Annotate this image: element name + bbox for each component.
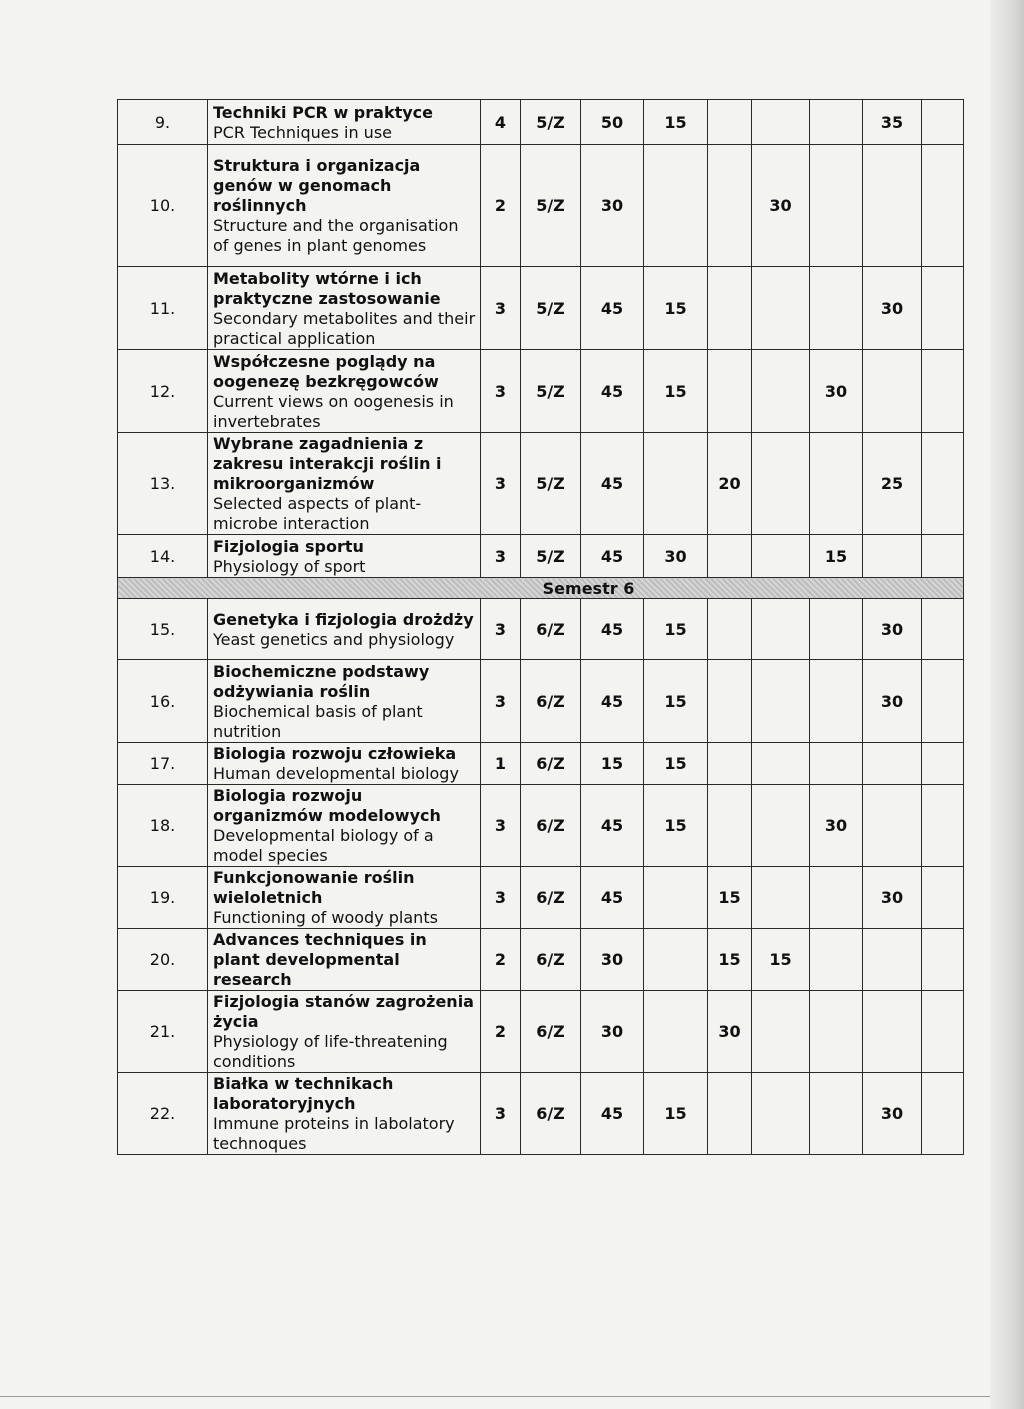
seminar-hours-cell (810, 267, 863, 350)
lab-hours-cell (752, 433, 810, 535)
lecture-hours-cell: 15 (644, 743, 708, 785)
semester-label: Semestr 6 (542, 578, 635, 598)
lab-hours-cell (752, 743, 810, 785)
row-number: 22. (118, 1073, 208, 1155)
lecture-hours-cell: 15 (644, 1073, 708, 1155)
course-name-english: Physiology of life-threatening conditions (213, 1032, 448, 1071)
hours-total-cell: 45 (581, 433, 644, 535)
hours-total-cell: 45 (581, 267, 644, 350)
hours-total-cell: 30 (581, 929, 644, 991)
semester-cell: 6/Z (521, 991, 581, 1073)
class-hours-cell (708, 145, 752, 267)
ects-cell: 3 (481, 267, 521, 350)
row-number: 21. (118, 991, 208, 1073)
ects-cell: 3 (481, 785, 521, 867)
table-row (118, 145, 964, 267)
semester-cell: 5/Z (521, 100, 581, 145)
project-hours-cell (863, 145, 922, 267)
hours-total-cell: 45 (581, 599, 644, 660)
course-name-cell (208, 100, 481, 145)
project-hours-cell: 30 (863, 867, 922, 929)
class-hours-cell (708, 743, 752, 785)
course-name-polish: Fizjologia stanów zagrożenia życia (213, 992, 474, 1031)
course-name-english: Secondary metabolites and their practical application (213, 308, 476, 348)
table-row (118, 100, 964, 145)
row-number: 9. (118, 100, 208, 145)
semester-cell: 5/Z (521, 145, 581, 267)
course-name-english: PCR Techniques in use (213, 122, 392, 142)
other-hours-cell (922, 867, 964, 929)
lab-hours-cell (752, 100, 810, 145)
course-name-polish: Advances techniques in plant developmental research (213, 930, 427, 989)
class-hours-cell: 15 (708, 929, 752, 991)
seminar-hours-cell (810, 867, 863, 929)
lecture-hours-cell: 15 (644, 350, 708, 433)
table-row (118, 267, 964, 350)
lecture-hours-cell: 15 (644, 785, 708, 867)
hours-total-cell: 45 (581, 660, 644, 743)
row-number: 17. (118, 743, 208, 785)
row-number: 19. (118, 867, 208, 929)
course-name-english: Current views on oogenesis in invertebrates (213, 391, 454, 431)
hours-total-cell: 45 (581, 350, 644, 433)
semester-cell: 6/Z (521, 785, 581, 867)
course-name-polish: Metabolity wtórne i ich praktyczne zastosowanie (213, 268, 441, 308)
course-name-polish: Techniki PCR w praktyce (213, 102, 433, 122)
lecture-hours-cell: 15 (644, 599, 708, 660)
hours-total-cell: 30 (581, 991, 644, 1073)
course-name-english: Functioning of woody plants (213, 908, 438, 927)
other-hours-cell (922, 599, 964, 660)
seminar-hours-cell (810, 145, 863, 267)
project-hours-cell (863, 350, 922, 433)
table-row (118, 785, 964, 867)
other-hours-cell (922, 991, 964, 1073)
class-hours-cell (708, 660, 752, 743)
course-name-english: Biochemical basis of plant nutrition (213, 701, 423, 741)
course-name-cell (208, 867, 481, 929)
course-name-cell (208, 350, 481, 433)
semester-cell: 6/Z (521, 660, 581, 743)
course-name-cell (208, 785, 481, 867)
course-name-polish: Wybrane zagadnienia z zakresu interakcji roślin i mikroorganizmów (213, 434, 442, 493)
lab-hours-cell: 15 (752, 929, 810, 991)
lecture-hours-cell: 30 (644, 535, 708, 578)
ects-cell: 2 (481, 145, 521, 267)
hours-total-cell: 45 (581, 535, 644, 578)
row-number: 10. (118, 145, 208, 267)
ects-cell: 3 (481, 599, 521, 660)
row-number: 15. (118, 599, 208, 660)
ects-cell: 1 (481, 743, 521, 785)
ects-cell: 3 (481, 867, 521, 929)
course-name-english: Human developmental biology (213, 764, 459, 783)
ects-cell: 3 (481, 350, 521, 433)
seminar-hours-cell (810, 100, 863, 145)
row-number: 14. (118, 535, 208, 578)
class-hours-cell (708, 599, 752, 660)
course-name-cell (208, 599, 481, 660)
page-edge-shadow (990, 0, 1024, 1409)
ects-cell: 4 (481, 100, 521, 145)
semester-cell: 6/Z (521, 867, 581, 929)
course-name-polish: Białka w technikach laboratoryjnych (213, 1074, 394, 1113)
row-number: 16. (118, 660, 208, 743)
project-hours-cell: 35 (863, 100, 922, 145)
project-hours-cell: 30 (863, 599, 922, 660)
seminar-hours-cell: 30 (810, 350, 863, 433)
lab-hours-cell (752, 785, 810, 867)
hours-total-cell: 45 (581, 867, 644, 929)
class-hours-cell: 15 (708, 867, 752, 929)
hours-total-cell: 15 (581, 743, 644, 785)
seminar-hours-cell (810, 929, 863, 991)
project-hours-cell: 25 (863, 433, 922, 535)
ects-cell: 3 (481, 535, 521, 578)
project-hours-cell: 30 (863, 267, 922, 350)
course-name-english: Yeast genetics and physiology (213, 629, 455, 649)
ects-cell: 3 (481, 433, 521, 535)
course-name-polish: Fizjologia sportu (213, 536, 364, 556)
table-row (118, 867, 964, 929)
project-hours-cell (863, 785, 922, 867)
class-hours-cell (708, 100, 752, 145)
class-hours-cell (708, 350, 752, 433)
lab-hours-cell (752, 867, 810, 929)
course-name-english: Selected aspects of plant-microbe interaction (213, 494, 422, 533)
course-name-polish: Współczesne poglądy na oogenezę bezkręgowców (213, 351, 439, 391)
course-name-polish: Biologia rozwoju człowieka (213, 744, 457, 763)
ects-cell: 2 (481, 991, 521, 1073)
course-name-cell (208, 991, 481, 1073)
page-bottom-line (0, 1396, 990, 1397)
class-hours-cell: 20 (708, 433, 752, 535)
table-row (118, 535, 964, 578)
semester-cell: 5/Z (521, 350, 581, 433)
course-name-cell (208, 1073, 481, 1155)
project-hours-cell (863, 991, 922, 1073)
lecture-hours-cell: 15 (644, 267, 708, 350)
other-hours-cell (922, 743, 964, 785)
table-row (118, 743, 964, 785)
project-hours-cell (863, 929, 922, 991)
project-hours-cell (863, 535, 922, 578)
course-name-english: Immune proteins in labolatory technoques (213, 1114, 455, 1153)
row-number: 18. (118, 785, 208, 867)
table-row (118, 433, 964, 535)
other-hours-cell (922, 145, 964, 267)
course-name-polish: Genetyka i fizjologia drożdży (213, 609, 474, 629)
course-name-cell (208, 929, 481, 991)
ects-cell: 3 (481, 660, 521, 743)
lab-hours-cell (752, 991, 810, 1073)
hours-total-cell: 45 (581, 1073, 644, 1155)
course-name-cell (208, 433, 481, 535)
row-number: 13. (118, 433, 208, 535)
course-name-cell (208, 145, 481, 267)
semester-cell: 5/Z (521, 267, 581, 350)
semester-header (118, 578, 964, 599)
seminar-hours-cell (810, 743, 863, 785)
other-hours-cell (922, 785, 964, 867)
seminar-hours-cell: 30 (810, 785, 863, 867)
course-name-polish: Funkcjonowanie roślin wieloletnich (213, 868, 415, 907)
table-row (118, 660, 964, 743)
other-hours-cell (922, 100, 964, 145)
seminar-hours-cell (810, 1073, 863, 1155)
hours-total-cell: 45 (581, 785, 644, 867)
semester-cell: 6/Z (521, 1073, 581, 1155)
seminar-hours-cell (810, 599, 863, 660)
course-name-polish: Struktura i organizacja genów w genomach roślinnych (213, 156, 421, 215)
course-name-cell (208, 535, 481, 578)
lab-hours-cell (752, 599, 810, 660)
course-name-polish: Biologia rozwoju organizmów modelowych (213, 786, 441, 825)
course-name-cell (208, 267, 481, 350)
semester-cell: 5/Z (521, 433, 581, 535)
course-name-english: Physiology of sport (213, 556, 366, 576)
row-number: 11. (118, 267, 208, 350)
seminar-hours-cell (810, 433, 863, 535)
seminar-hours-cell (810, 660, 863, 743)
ects-cell: 3 (481, 1073, 521, 1155)
table-row (118, 929, 964, 991)
class-hours-cell: 30 (708, 991, 752, 1073)
hours-total-cell: 50 (581, 100, 644, 145)
row-number: 20. (118, 929, 208, 991)
table-row (118, 991, 964, 1073)
project-hours-cell: 30 (863, 660, 922, 743)
lab-hours-cell: 30 (752, 145, 810, 267)
other-hours-cell (922, 433, 964, 535)
course-name-cell (208, 660, 481, 743)
other-hours-cell (922, 267, 964, 350)
ects-cell: 2 (481, 929, 521, 991)
semester-cell: 5/Z (521, 535, 581, 578)
other-hours-cell (922, 350, 964, 433)
table-row (118, 599, 964, 660)
table-row (118, 350, 964, 433)
lecture-hours-cell (644, 433, 708, 535)
project-hours-cell (863, 743, 922, 785)
course-name-cell (208, 743, 481, 785)
semester-cell: 6/Z (521, 599, 581, 660)
lecture-hours-cell (644, 145, 708, 267)
course-table (117, 99, 964, 1155)
row-number: 12. (118, 350, 208, 433)
lab-hours-cell (752, 660, 810, 743)
other-hours-cell (922, 535, 964, 578)
course-name-polish: Biochemiczne podstawy odżywiania roślin (213, 661, 430, 701)
lab-hours-cell (752, 267, 810, 350)
semester-cell: 6/Z (521, 929, 581, 991)
lecture-hours-cell (644, 991, 708, 1073)
lab-hours-cell (752, 535, 810, 578)
class-hours-cell (708, 1073, 752, 1155)
class-hours-cell (708, 267, 752, 350)
lecture-hours-cell: 15 (644, 660, 708, 743)
seminar-hours-cell: 15 (810, 535, 863, 578)
project-hours-cell: 30 (863, 1073, 922, 1155)
course-name-english: Developmental biology of a model species (213, 826, 434, 865)
hours-total-cell: 30 (581, 145, 644, 267)
other-hours-cell (922, 929, 964, 991)
semester-header-row (118, 578, 964, 599)
lab-hours-cell (752, 1073, 810, 1155)
seminar-hours-cell (810, 991, 863, 1073)
class-hours-cell (708, 535, 752, 578)
class-hours-cell (708, 785, 752, 867)
lecture-hours-cell (644, 929, 708, 991)
lecture-hours-cell: 15 (644, 100, 708, 145)
other-hours-cell (922, 660, 964, 743)
lab-hours-cell (752, 350, 810, 433)
course-name-english: Structure and the organisation of genes in plant genomes (213, 216, 459, 255)
lecture-hours-cell (644, 867, 708, 929)
semester-cell: 6/Z (521, 743, 581, 785)
table-row (118, 1073, 964, 1155)
other-hours-cell (922, 1073, 964, 1155)
